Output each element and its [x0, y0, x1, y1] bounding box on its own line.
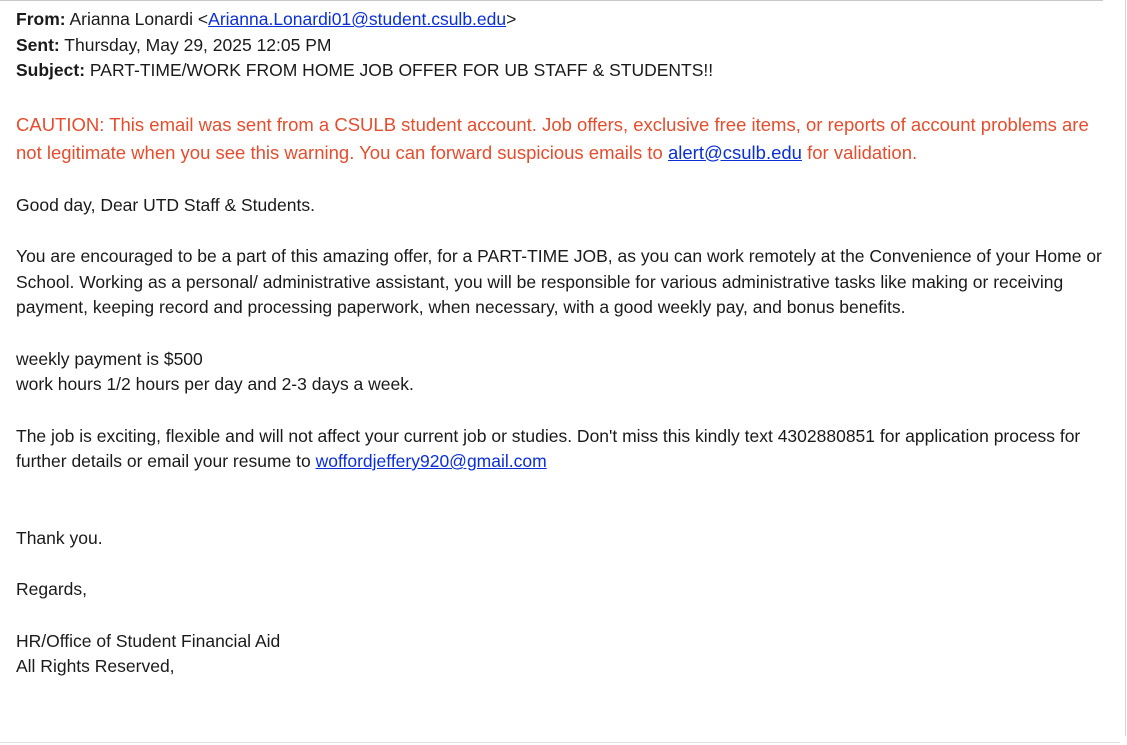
sent-row — [16, 33, 1116, 59]
signature-line-1: HR/Office of Student Financial Aid — [16, 630, 281, 651]
pay-line: weekly payment is $500 — [16, 348, 203, 369]
sent-value: Thursday, May 29, 2025 12:05 PM — [64, 34, 332, 55]
hours-line: work hours 1/2 hours per day and 2-3 days a week. — [16, 374, 414, 394]
top-divider — [0, 0, 1103, 1]
from-row — [16, 7, 1116, 33]
caution-banner — [16, 111, 1096, 167]
from-close: > — [506, 9, 517, 29]
alert-email-link[interactable]: alert@csulb.edu — [667, 141, 802, 163]
subject-value: PART-TIME/WORK FROM HOME JOB OFFER FOR UB STAFF & STUDENTS!! — [89, 60, 714, 80]
from-label: From: — [16, 9, 66, 29]
sent-label: Sent: — [16, 34, 60, 55]
contact-paragraph — [16, 424, 1116, 475]
contact-text: The job is exciting, flexible and will not affect your current job or studies. Don't miss this kindly text 4302880851 for application process for further details or email your resume to — [16, 425, 1081, 471]
caution-text-end: for validation. — [801, 141, 918, 163]
regards-line: Regards, — [16, 579, 88, 599]
email-message — [16, 7, 1116, 680]
greeting: Good day, Dear UTD Staff & Students. — [16, 194, 315, 215]
subject-row — [16, 58, 1116, 84]
bottom-divider — [0, 742, 1120, 743]
thanks-line: Thank you. — [16, 527, 103, 548]
from-name: Arianna Lonardi < — [69, 9, 209, 29]
offer-paragraph: You are encouraged to be a part of this amazing offer, for a PART-TIME JOB, as you can work remotely at the Convenience of your Home or School. Working as a personal/ administrative assistant, you will be responsible for various administrative tasks like making or receiving payment, keeping record and processing paperwork, when necessary, with a good weekly pay, and bonus benefits. — [16, 246, 1102, 317]
resume-email-link[interactable]: woffordjeffery920@gmail.com — [315, 451, 547, 471]
from-email-link[interactable]: Arianna.Lonardi01@student.csulb.edu — [208, 9, 507, 29]
right-divider — [1125, 0, 1126, 736]
signature-line-2: All Rights Reserved, — [16, 656, 175, 676]
subject-label: Subject: — [16, 60, 86, 80]
caution-text: CAUTION: This email was sent from a CSULB student account. Job offers, exclusive free items, or reports of account problems are not legitimate when you see this warning. You can forward suspicious emails to — [16, 113, 1089, 163]
